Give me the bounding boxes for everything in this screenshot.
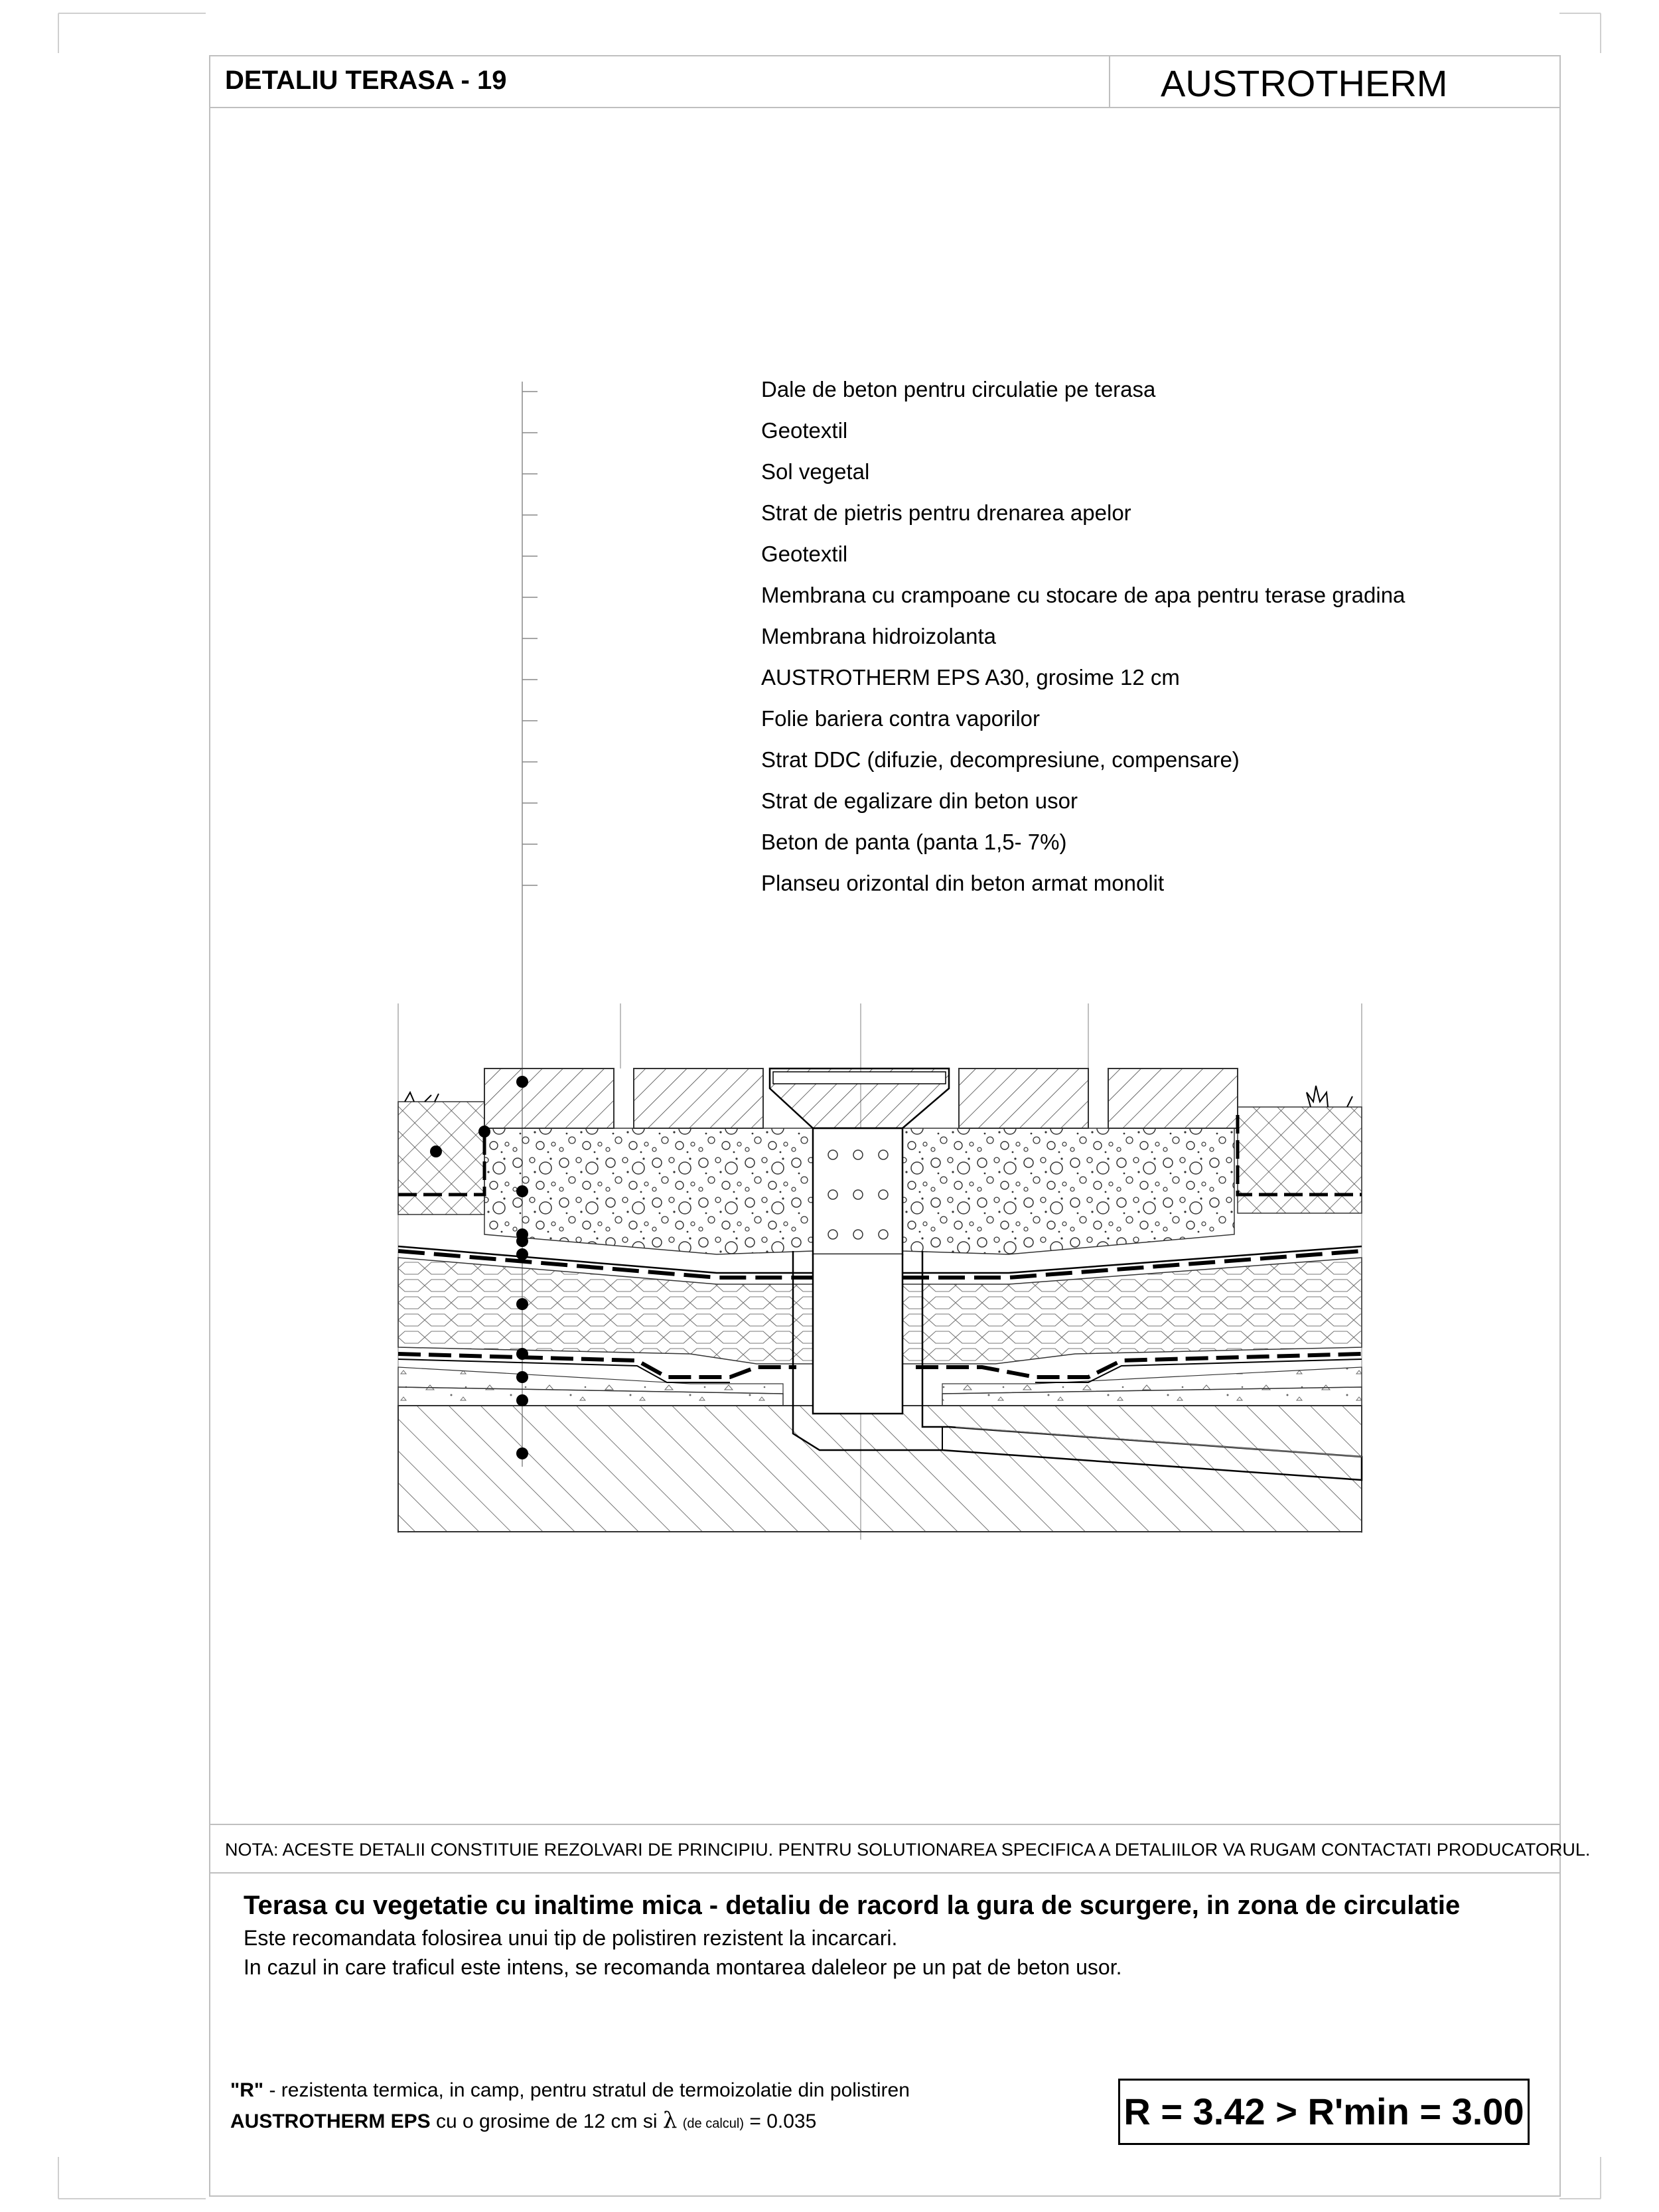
legend-item: Planseu orizontal din beton armat monolit: [761, 871, 1165, 895]
vegetal-soil-right: [1238, 1107, 1362, 1213]
gravel-drainage-right: [902, 1128, 1234, 1254]
legend-item: Strat DDC (difuzie, decompresiune, compensare): [761, 747, 1240, 772]
brand-name: AUSTROTHERM: [1161, 62, 1448, 104]
vegetal-soil-left: [398, 1102, 484, 1215]
lambda-symbol: λ: [662, 2107, 678, 2134]
legend-item: AUSTROTHERM EPS A30, grosime 12 cm: [761, 665, 1180, 690]
lambda-subscript: (de calcul): [682, 2116, 745, 2131]
legend-item: Geotextil: [761, 542, 848, 566]
paver: [959, 1069, 1088, 1128]
note-text: NOTA: ACESTE DETALII CONSTITUIE REZOLVARI DE PRINCIPIU. PENTRU SOLUTIONAREA SPECIFICA A DETALIILOR VA RUGAM CONTACTATI PRODUCATORUL.: [225, 1840, 1591, 1860]
product-name: AUSTROTHERM EPS: [230, 2110, 431, 2132]
legend-item: Membrana hidroizolanta: [761, 624, 997, 648]
sheet-title: DETALIU TERASA - 19: [225, 66, 507, 95]
gravel-drainage-left: [484, 1128, 813, 1254]
legend-item: Folie bariera contra vaporilor: [761, 706, 1041, 731]
legend-item: Dale de beton pentru circulatie pe terasa: [761, 377, 1156, 402]
r-description: - rezistenta termica, in camp, pentru stratul de termoizolatie din polistiren: [263, 2079, 910, 2101]
legend-item: Geotextil: [761, 418, 848, 443]
r-label: "R": [230, 2079, 264, 2101]
legend-item: Strat de egalizare din beton usor: [761, 788, 1078, 813]
concrete-slab: [398, 1406, 1362, 1532]
paver: [1108, 1069, 1238, 1128]
caption-line-2: In cazul in care traficul este intens, se recomanda montarea daleleor pe un pat de beton usor.: [244, 1955, 1122, 1979]
paver: [634, 1069, 763, 1128]
caption-title: Terasa cu vegetatie cu inaltime mica - detaliu de racord la gura de scurgere, in zona de circulatie: [244, 1891, 1461, 1920]
thickness-text: cu o grosime de 12 cm si: [430, 2110, 663, 2132]
legend-item: Membrana cu crampoane cu stocare de apa pentru terase gradina: [761, 583, 1406, 607]
legend-item: Sol vegetal: [761, 459, 870, 484]
lambda-value: = 0.035: [744, 2110, 817, 2132]
paver: [484, 1069, 614, 1128]
thermal-result-box: R = 3.42 > R'min = 3.00: [1118, 2079, 1530, 2145]
caption-line-1: Este recomandata folosirea unui tip de polistiren rezistent la incarcari.: [244, 1926, 898, 1950]
legend-item: Strat de pietris pentru drenarea apelor: [761, 500, 1131, 525]
legend-item: Beton de panta (panta 1,5- 7%): [761, 830, 1067, 854]
